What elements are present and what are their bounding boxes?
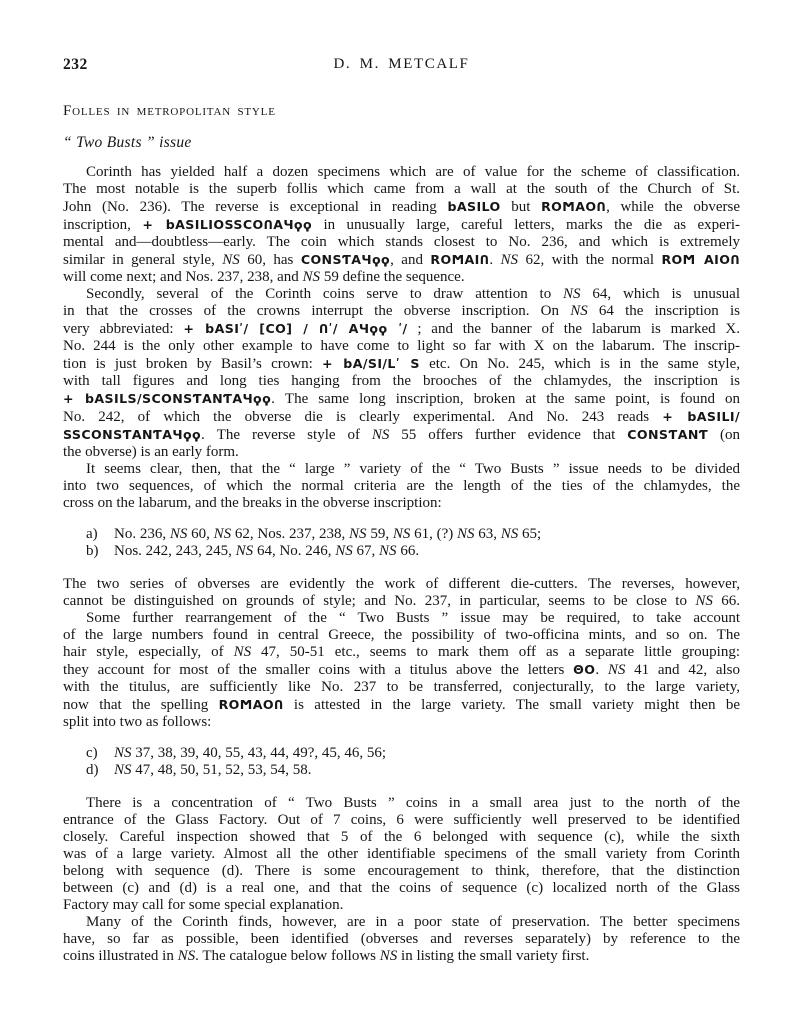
coin-inscription: + bASILS/SCONSƬANƬAЧϙϙ <box>63 391 272 406</box>
running-head: D. M. METCALF <box>333 56 470 72</box>
italic-reference: NS <box>233 644 252 660</box>
text-line: There is a concentration of “ Two Busts ” coins in a small area just to the north of the <box>86 795 740 811</box>
text-line: No. 244 is the only other example to have come to light so far with X on the labarum. The inscrip- <box>63 338 740 354</box>
paragraph <box>63 461 740 512</box>
list-item-text: No. 236, NS 60, NS 62, Nos. 237, 238, NS 59, NS 61, (?) NS 63, NS 65; <box>114 526 542 542</box>
paragraph <box>63 795 740 914</box>
paragraph <box>63 576 740 610</box>
text-line: into two sequences, of which the normal criteria are the length of the ties of the chlamydes, the <box>63 478 740 494</box>
paragraph <box>63 914 740 965</box>
coin-inscription: ROϺ AIOՈ <box>661 252 740 267</box>
text-line: now that the spelling ROϺAOՈ is attested in the large variety. The small variety might then be <box>63 697 740 713</box>
italic-reference: NS <box>213 526 232 542</box>
text-line: will come next; and Nos. 237, 238, and NS 59 define the sequence. <box>63 269 465 285</box>
text-line: tion is just broken by Basil’s crown: + bA/SI/Lʹ S etc. On No. 245, which is in the same style, <box>63 356 740 372</box>
text-line: The two series of obverses are evidently the work of different die-cutters. The reverses, however, <box>63 576 740 592</box>
italic-reference: NS <box>563 286 581 302</box>
list-item <box>63 745 740 762</box>
italic-reference: NS <box>114 745 132 761</box>
text-line: Secondly, several of the Corinth coins serve to draw attention to NS 64, which is unusual <box>86 286 740 302</box>
italic-reference: NS <box>349 526 367 542</box>
text-line: was of a large variety. Almost all the other identifiable specimens of the small variety from Corinth <box>63 846 740 862</box>
coin-inscription: ROϺAOՈ <box>541 199 607 214</box>
italic-reference: NS <box>222 252 240 268</box>
text-line: cannot be distinguished on grounds of style; and No. 237, in particular, seems to be close to NS 66. <box>63 593 740 609</box>
text-line: Some further rearrangement of the “ Two Busts ” issue may be required, to take account <box>86 610 740 626</box>
coin-inscription: + bA/SI/Lʹ S <box>322 356 420 371</box>
section-heading: Folles in metropolitan style <box>63 103 276 119</box>
text-line: have, so far as possible, been identified (obverses and reverses separately) by reference to the <box>63 931 740 947</box>
text-line: John (No. 236). The reverse is exceptional in reading bASILO but ROϺAOՈ, while the obverse <box>63 199 740 215</box>
coin-inscription: + bASIʹ/ [CO] / Ոʹ/ AЧϙϙ ʹ/ <box>183 321 408 336</box>
sequence-list <box>63 745 740 779</box>
list-item-text: Nos. 242, 243, 245, NS 64, No. 246, NS 67, NS 66. <box>114 543 420 559</box>
paragraph <box>63 610 740 731</box>
coin-inscription: + bASILI/ <box>662 409 740 424</box>
italic-reference: NS <box>379 543 397 559</box>
list-item-label: b) <box>86 543 99 559</box>
subsection-heading: “ Two Busts ” issue <box>63 134 192 151</box>
coin-inscription: ROϺAIՈ <box>430 252 490 267</box>
italic-reference: NS <box>607 662 626 678</box>
text-line: Factory may call for some special explanation. <box>63 897 344 913</box>
text-line: hair style, especially, of NS 47, 50-51 etc., seems to mark them off as a separate little grouping: <box>63 644 740 660</box>
text-line: belong with sequence (d). There is some encouragement to think, therefore, that the distinction <box>63 863 740 879</box>
list-item-label: d) <box>86 762 99 778</box>
text-line: similar in general style, NS 60, has CONSƬAЧϙϙ, and ROϺAIՈ. NS 62, with the normal ROϺ AIOՈ <box>63 252 740 268</box>
coin-inscription: ROϺAOՈ <box>218 697 284 712</box>
text-line: the obverse) is an early form. <box>63 444 239 460</box>
italic-reference: NS <box>169 526 188 542</box>
coin-inscription: + bASILIOSSCOՈAЧϙϙ <box>142 217 313 232</box>
text-line: inscription, + bASILIOSSCOՈAЧϙϙ in unusually large, careful letters, marks the die as experi- <box>63 217 741 233</box>
text-line: in that the crosses of the crowns interrupt the obverse inscription. On NS 64 the inscription is <box>63 303 740 319</box>
list-item-label: a) <box>86 526 98 542</box>
coin-inscription: CONSƬANƬ <box>627 427 709 442</box>
text-line: Corinth has yielded half a dozen specimens which are of value for the scheme of classification. <box>86 164 740 180</box>
paragraph <box>63 164 740 286</box>
sequence-list <box>63 526 740 560</box>
list-item <box>63 762 740 779</box>
italic-reference: NS <box>335 543 353 559</box>
text-line: SSCONSƬANƬAЧϙϙ. The reverse style of NS 55 offers further evidence that CONSƬANƬ (on <box>63 427 740 443</box>
italic-reference: NS <box>392 526 411 542</box>
text-line: The most notable is the superb follis which came from a wall at the south of the Church of St. <box>63 181 740 197</box>
italic-reference: NS <box>500 252 519 268</box>
coin-inscription: bASILO <box>447 199 501 214</box>
list-item <box>63 543 740 560</box>
list-item-text: NS 47, 48, 50, 51, 52, 53, 54, 58. <box>114 762 312 778</box>
italic-reference: NS <box>177 948 196 964</box>
text-line: Many of the Corinth finds, however, are in a poor state of preservation. The better specimens <box>86 914 740 930</box>
coin-inscription: SSCONSƬANƬAЧϙϙ <box>63 427 202 442</box>
italic-reference: NS <box>500 526 519 542</box>
italic-reference: NS <box>302 269 321 285</box>
italic-reference: NS <box>114 762 132 778</box>
coin-inscription: CONSƬAЧϙϙ <box>300 252 391 267</box>
text-line: mental and—doubtless—early. The coin which stands closest to No. 236, and which is extremely <box>63 234 740 250</box>
list-item <box>63 526 740 543</box>
italic-reference: NS <box>570 303 588 319</box>
text-line: No. 242, of which the obverse die is clearly experimental. And No. 243 reads + bASILI/ <box>63 409 740 425</box>
list-item-text: NS 37, 38, 39, 40, 55, 43, 44, 49?, 45, 46, 56; <box>114 745 387 761</box>
article-body <box>63 164 740 965</box>
italic-reference: NS <box>379 948 398 964</box>
text-line: split into two as follows: <box>63 714 212 730</box>
italic-reference: NS <box>456 526 475 542</box>
page-number: 232 <box>63 56 88 73</box>
text-line: they account for most of the smaller coins with a titulus above the letters ΘO. NS 41 and 42, also <box>63 662 740 678</box>
italic-reference: NS <box>371 427 390 443</box>
coin-inscription: ΘO <box>573 662 596 677</box>
text-line: with the titulus, are sufficiently like No. 237 to be transferred, conjecturally, to the large variety, <box>63 679 740 695</box>
text-line: entrance of the Glass Factory. Out of 7 coins, 6 were sufficiently well preserved to be identified <box>63 812 740 828</box>
text-line: coins illustrated in NS. The catalogue below follows NS in listing the small variety first. <box>63 948 590 964</box>
italic-reference: NS <box>235 543 254 559</box>
paragraph <box>63 286 740 461</box>
page-header <box>63 56 740 74</box>
text-line: with tall figures and long ties hanging from the brooches of the chlamydes, the inscription is <box>63 373 740 389</box>
list-item-label: c) <box>86 745 98 761</box>
text-line: closely. Careful inspection showed that 5 of the 6 belonged with sequence (c), while the sixth <box>63 829 740 845</box>
text-line: very abbreviated: + bASIʹ/ [CO] / Ոʹ/ AЧϙϙ ʹ/ ; and the banner of the labarum is marked X. <box>63 321 740 337</box>
italic-reference: NS <box>695 593 713 609</box>
text-line: between (c) and (d) is a real one, and that the coins of sequence (c) localized north of the Glass <box>63 880 740 896</box>
text-line: cross on the labarum, and the breaks in the obverse inscription: <box>63 495 442 511</box>
text-line: + bASILS/SCONSƬANƬAЧϙϙ. The same long inscription, broken at the same point, is found on <box>63 391 740 407</box>
text-line: It seems clear, then, that the “ large ” variety of the “ Two Busts ” issue needs to be divided <box>86 461 740 477</box>
text-line: of the large numbers found in central Greece, the possibility of two-officina mints, and so on. The <box>63 627 740 643</box>
